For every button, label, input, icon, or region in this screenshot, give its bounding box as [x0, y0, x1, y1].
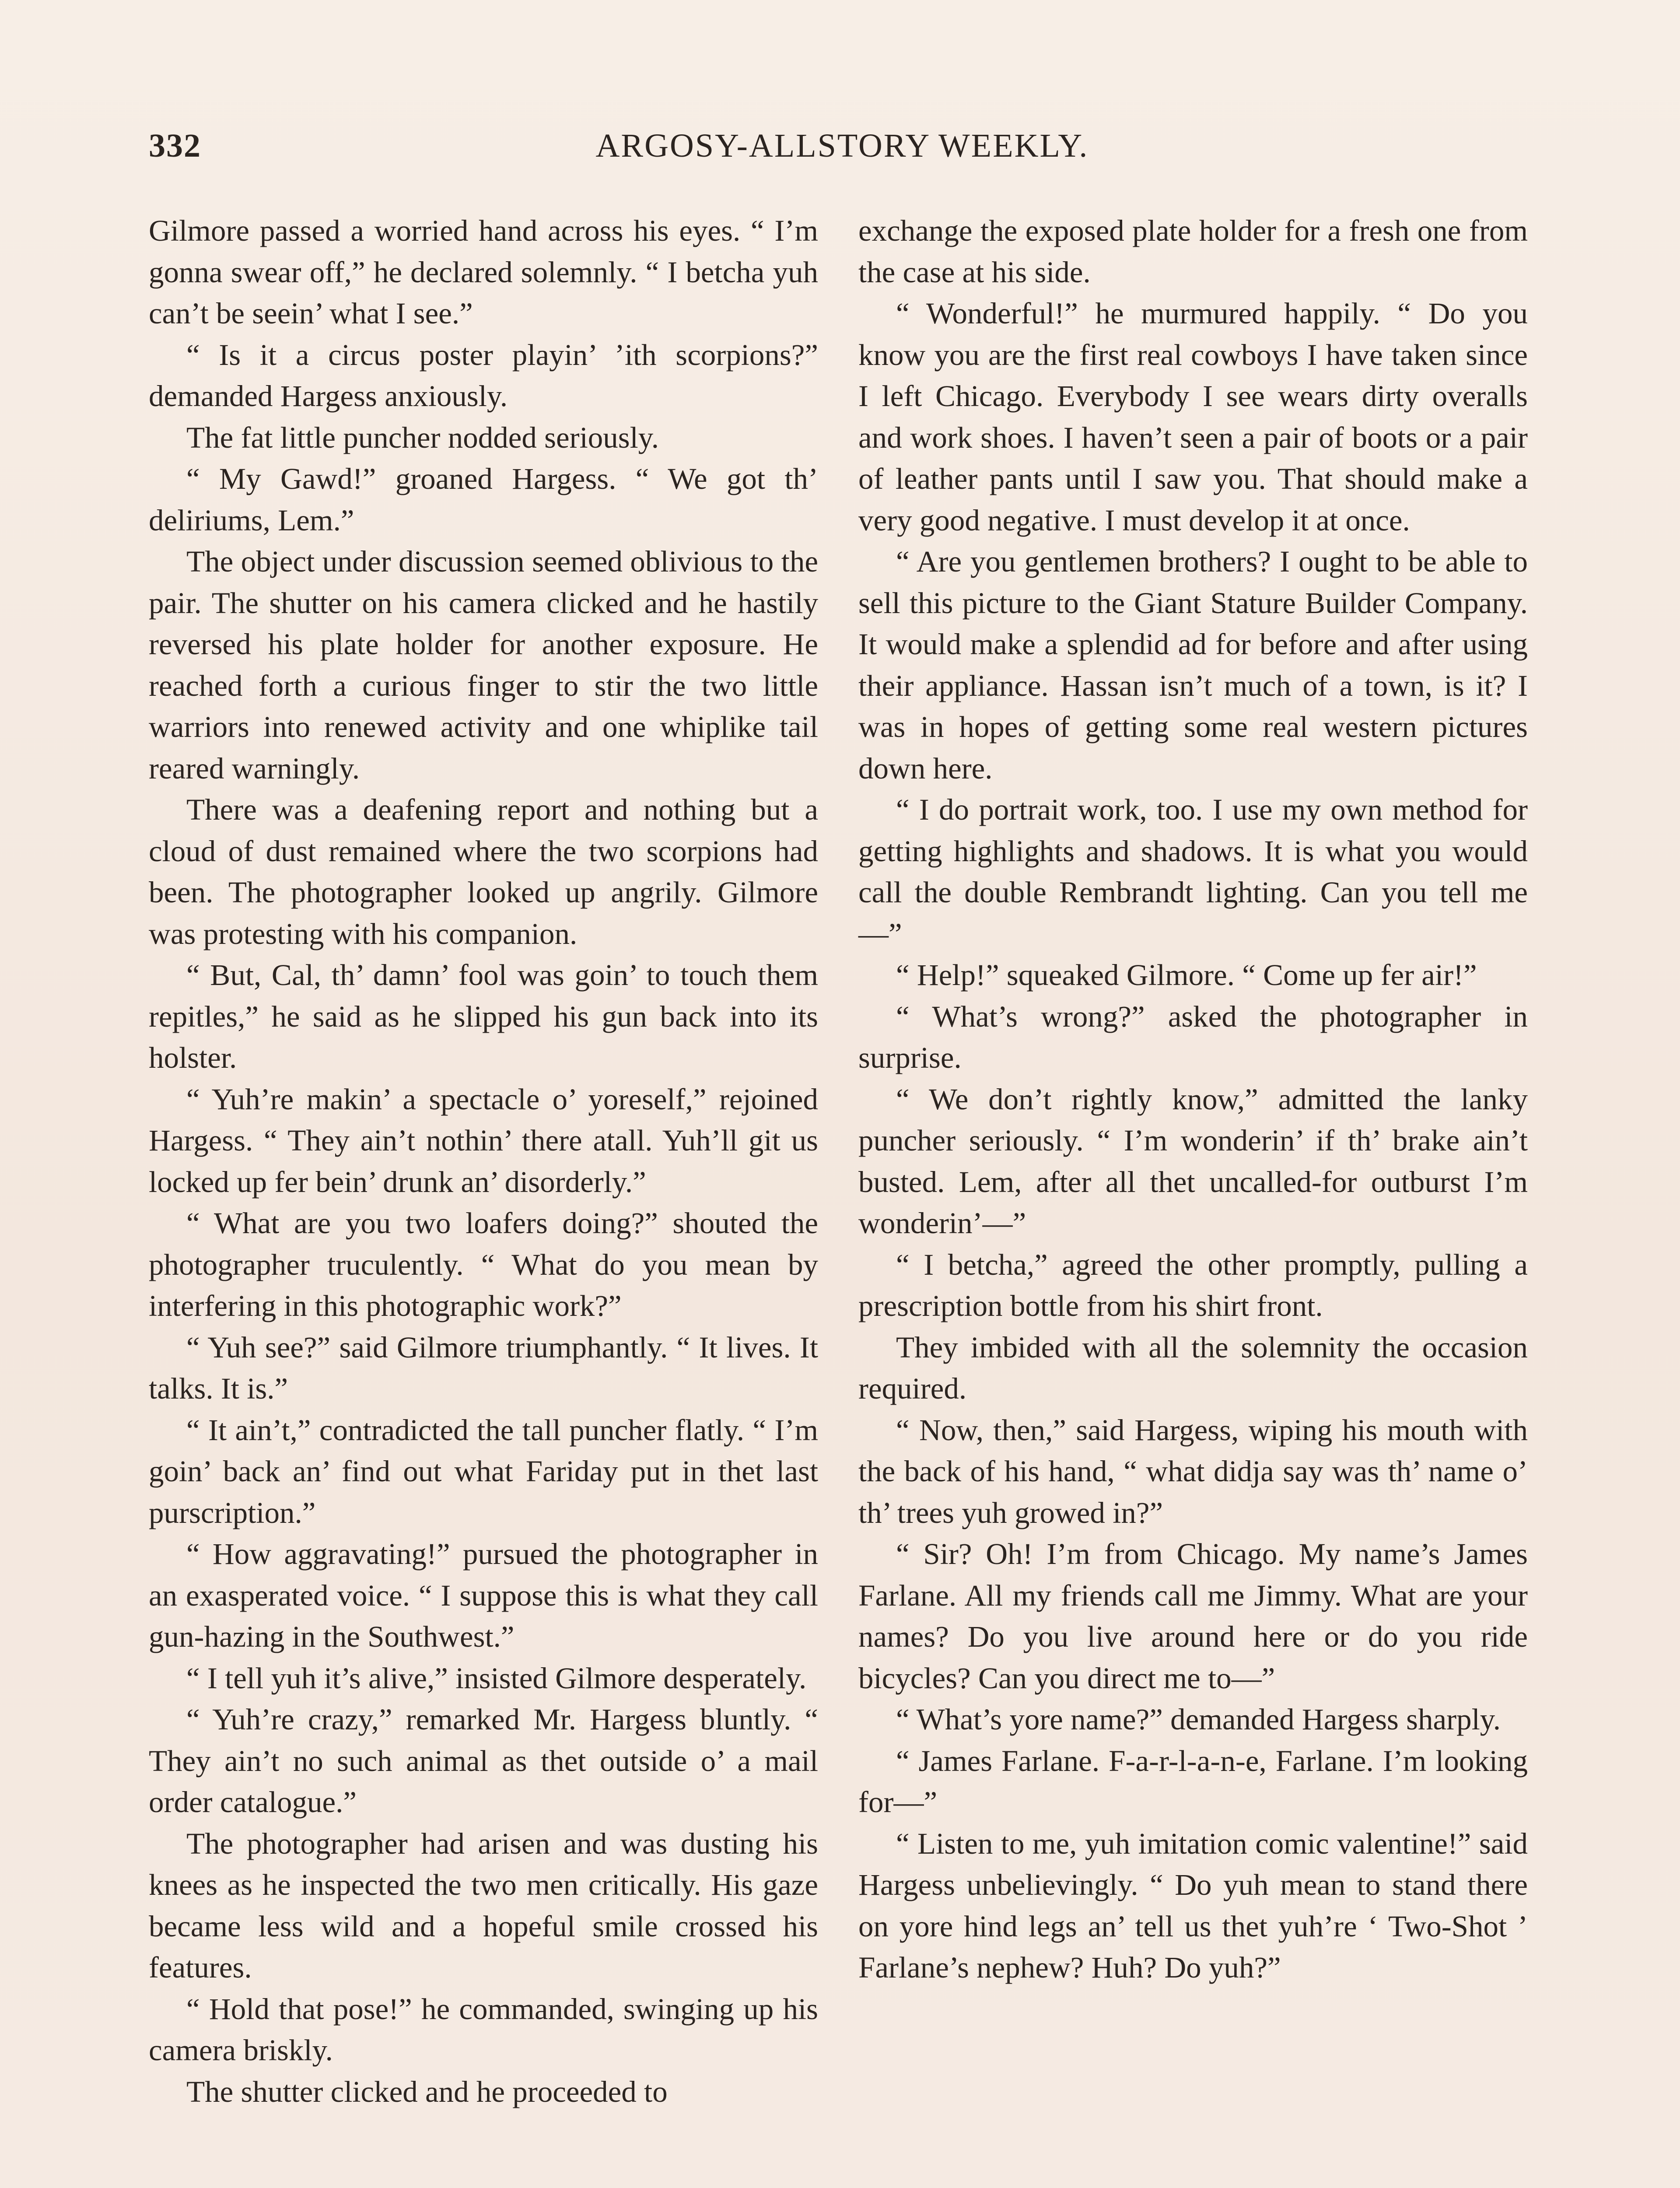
- paragraph: “ Are you gentlemen brothers? I ought to be able to sell this picture to the Giant Stature Builder Company. It would make a splendid ad for before and after using their appliance. Hassan isn’t much of a town, is it? I was in hopes of getting some real western pictures down here.: [858, 545, 1528, 785]
- paragraph: “ What are you two loafers doing?” shouted the photographer truculently. “ What do you mean by interfering in this photographic work?”: [149, 1206, 818, 1322]
- paragraph: The photographer had arisen and was dusting his knees as he inspected the two men critically. His gaze became less wild and a hopeful smile crossed his features.: [149, 1827, 818, 1984]
- paragraph: “ I tell yuh it’s alive,” insisted Gilmore desperately.: [186, 1661, 807, 1695]
- paragraph: “ Now, then,” said Hargess, wiping his mouth with the back of his hand, “ what didja say was th’ name o’ th’ trees yuh growed in?”: [858, 1413, 1528, 1529]
- paragraph: “ Hold that pose!” he commanded, swinging up his camera briskly.: [149, 1992, 818, 2067]
- paragraph: The shutter clicked and he proceeded to: [186, 2075, 668, 2108]
- right-column: [858, 210, 1528, 1988]
- left-column: [149, 210, 818, 2112]
- paragraph: “ What’s yore name?” demanded Hargess sharply.: [896, 1703, 1501, 1736]
- page-number: 332: [149, 127, 201, 164]
- page-header: [149, 127, 1536, 179]
- paragraph: “ Yuh’re crazy,” remarked Mr. Hargess bluntly. “ They ain’t no such animal as thet outside o’ a mail order catalogue.”: [149, 1703, 818, 1819]
- paragraph: There was a deafening report and nothing but a cloud of dust remained where the two scorpions had been. The photographer looked up angrily. Gilmore was protesting with his companion.: [149, 793, 818, 950]
- paragraph: “ But, Cal, th’ damn’ fool was goin’ to touch them repitles,” he said as he slipped his gun back into its holster.: [149, 958, 818, 1074]
- paragraph: “ I betcha,” agreed the other promptly, pulling a prescription bottle from his shirt front.: [858, 1248, 1528, 1322]
- paragraph: The fat little puncher nodded seriously.: [186, 421, 659, 454]
- paragraph: The object under discussion seemed oblivious to the pair. The shutter on his camera clicked and he hastily reversed his plate holder for another exposure. He reached forth a curious finger to stir the two little warriors into renewed activity and one whiplike tail reared warningly.: [149, 545, 818, 785]
- paragraph: They imbided with all the solemnity the occasion required.: [858, 1330, 1528, 1405]
- paragraph: “ Wonderful!” he murmured happily. “ Do you know you are the first real cowboys I have taken since I left Chicago. Everybody I see wears dirty overalls and work shoes. I haven’t seen a pair of boots or a pair of leather pants until I saw you. That should make a very good negative. I must develop it at once.: [858, 297, 1528, 537]
- paragraph: “ Yuh’re makin’ a spectacle o’ yoreself,” rejoined Hargess. “ They ain’t nothin’ there atall. Yuh’ll git us locked up fer bein’ drunk an’ disorderly.”: [149, 1082, 818, 1199]
- running-head: ARGOSY-ALLSTORY WEEKLY.: [595, 127, 1089, 164]
- paragraph: Gilmore passed a worried hand across his eyes. “ I’m gonna swear off,” he declared solemnly. “ I betcha yuh can’t be seein’ what I see.”: [149, 214, 818, 330]
- paragraph: “ Yuh see?” said Gilmore triumphantly. “ It lives. It talks. It is.”: [149, 1330, 818, 1405]
- paragraph: “ Sir? Oh! I’m from Chicago. My name’s James Farlane. All my friends call me Jimmy. What are your names? Do you live around here or do you ride bicycles? Can you direct me to—”: [858, 1537, 1528, 1695]
- paragraph: “ We don’t rightly know,” admitted the lanky puncher seriously. “ I’m wonderin’ if th’ brake ain’t busted. Lem, after all thet uncalled-for outburst I’m wonderin’—”: [858, 1082, 1528, 1240]
- paragraph: “ James Farlane. F-a-r-l-a-n-e, Farlane. I’m looking for—”: [858, 1744, 1528, 1819]
- paragraph: exchange the exposed plate holder for a fresh one from the case at his side.: [858, 214, 1528, 289]
- paragraph: “ Listen to me, yuh imitation comic valentine!” said Hargess unbelievingly. “ Do yuh mean to stand there on yore hind legs an’ tell us thet yuh’re ‘ Two-Shot ’ Farlane’s nephew? Huh? Do yuh?”: [858, 1827, 1528, 1984]
- paragraph: “ Is it a circus poster playin’ ’ith scorpions?” demanded Hargess anxiously.: [149, 338, 818, 413]
- paragraph: “ It ain’t,” contradicted the tall puncher flatly. “ I’m goin’ back an’ find out what Fariday put in thet last purscription.”: [149, 1413, 818, 1529]
- paragraph: “ Help!” squeaked Gilmore. “ Come up fer air!”: [896, 958, 1477, 992]
- paragraph: “ My Gawd!” groaned Hargess. “ We got th’ deliriums, Lem.”: [149, 462, 818, 537]
- paragraph: “ I do portrait work, too. I use my own method for getting highlights and shadows. It is what you would call the double Rembrandt lighting. Can you tell me—”: [858, 793, 1528, 950]
- paragraph: “ How aggravating!” pursued the photographer in an exasperated voice. “ I suppose this is what they call gun-hazing in the Southwest.”: [149, 1537, 818, 1653]
- paragraph: “ What’s wrong?” asked the photographer in surprise.: [858, 999, 1528, 1074]
